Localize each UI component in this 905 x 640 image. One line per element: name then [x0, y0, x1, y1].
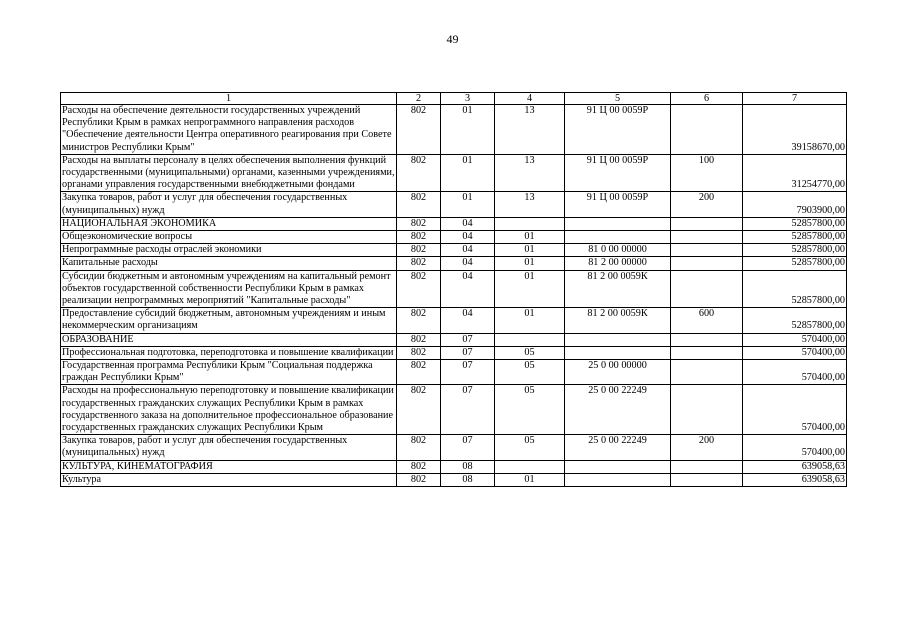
header-cell-4: 4 — [495, 93, 565, 105]
header-row — [61, 93, 847, 105]
item-code-2: 802 — [397, 460, 441, 473]
item-code-2: 802 — [397, 217, 441, 230]
table-row — [61, 333, 847, 346]
item-amount: 570400,00 — [743, 385, 847, 435]
item-code-4: 01 — [495, 308, 565, 333]
item-code-5 — [565, 346, 671, 359]
table-row — [61, 192, 847, 217]
item-code-6 — [671, 105, 743, 155]
item-amount: 570400,00 — [743, 435, 847, 460]
item-amount: 52857800,00 — [743, 217, 847, 230]
item-amount: 7903900,00 — [743, 192, 847, 217]
item-code-4 — [495, 217, 565, 230]
item-code-5: 81 2 00 00000 — [565, 257, 671, 270]
table-row — [61, 154, 847, 192]
item-code-4: 01 — [495, 244, 565, 257]
item-code-4: 05 — [495, 346, 565, 359]
item-code-4: 05 — [495, 385, 565, 435]
item-code-5: 25 0 00 22249 — [565, 435, 671, 460]
item-code-3: 04 — [441, 231, 495, 244]
item-code-3: 08 — [441, 460, 495, 473]
item-code-4 — [495, 460, 565, 473]
item-code-4: 01 — [495, 473, 565, 486]
table-row — [61, 217, 847, 230]
item-code-6: 600 — [671, 308, 743, 333]
item-code-2: 802 — [397, 333, 441, 346]
item-amount: 570400,00 — [743, 360, 847, 385]
table-row — [61, 105, 847, 155]
table-row — [61, 270, 847, 308]
item-amount: 52857800,00 — [743, 231, 847, 244]
item-code-2: 802 — [397, 105, 441, 155]
item-amount: 52857800,00 — [743, 257, 847, 270]
item-code-3: 04 — [441, 257, 495, 270]
table-row — [61, 385, 847, 435]
item-name: Субсидии бюджетным и автономным учреждениям на капитальный ремонт объектов государственной собственности Республики Крым в рамках реализации непрограммных мероприятий "Капитальные расходы" — [61, 270, 397, 308]
item-code-5 — [565, 473, 671, 486]
item-code-6: 200 — [671, 435, 743, 460]
item-code-6 — [671, 333, 743, 346]
item-code-5: 25 0 00 22249 — [565, 385, 671, 435]
item-code-5: 91 Ц 00 0059Р — [565, 154, 671, 192]
item-code-3: 04 — [441, 217, 495, 230]
item-code-2: 802 — [397, 473, 441, 486]
item-code-2: 802 — [397, 270, 441, 308]
item-code-4: 13 — [495, 105, 565, 155]
page-number: 49 — [446, 32, 459, 46]
table-row — [61, 231, 847, 244]
item-name: Культура — [61, 473, 397, 486]
item-name: Расходы на выплаты персоналу в целях обеспечения выполнения функций государственными (муниципальными) органами, казенными учреждениями, органами управления государственными внебюджетными фондами — [62, 154, 395, 191]
header-cell-2: 2 — [397, 93, 441, 105]
item-code-5: 91 Ц 00 0059Р — [565, 105, 671, 155]
header-cell-6: 6 — [671, 93, 743, 105]
item-code-4: 05 — [495, 360, 565, 385]
item-amount: 639058,63 — [743, 473, 847, 486]
item-code-6 — [671, 460, 743, 473]
item-code-3: 07 — [441, 435, 495, 460]
item-code-6: 200 — [671, 192, 743, 217]
item-code-6 — [671, 217, 743, 230]
item-amount: 570400,00 — [743, 346, 847, 359]
item-code-2: 802 — [397, 385, 441, 435]
item-code-3: 01 — [441, 154, 495, 192]
item-code-2: 802 — [397, 192, 441, 217]
table-row — [61, 346, 847, 359]
item-code-2: 802 — [397, 244, 441, 257]
item-code-5: 81 0 00 00000 — [565, 244, 671, 257]
item-code-3: 07 — [441, 346, 495, 359]
item-code-3: 01 — [441, 105, 495, 155]
item-code-4: 13 — [495, 192, 565, 217]
item-code-6 — [671, 473, 743, 486]
item-amount: 570400,00 — [743, 333, 847, 346]
item-code-5: 25 0 00 00000 — [565, 360, 671, 385]
table-row — [61, 435, 847, 460]
item-name: Непрограммные расходы отраслей экономики — [61, 244, 397, 257]
item-code-3: 07 — [441, 333, 495, 346]
item-name: Предоставление субсидий бюджетным, автономным учреждениям и иным некоммерческим организациям — [61, 308, 397, 333]
item-name: Капитальные расходы — [61, 257, 397, 270]
item-name: Профессиональная подготовка, переподготовка и повышение квалификации — [61, 346, 397, 359]
item-code-4: 13 — [495, 154, 565, 192]
item-code-3: 04 — [441, 244, 495, 257]
item-code-5 — [565, 231, 671, 244]
header-cell-1: 1 — [61, 93, 397, 105]
item-name: НАЦИОНАЛЬНАЯ ЭКОНОМИКА — [61, 217, 397, 230]
item-code-3: 08 — [441, 473, 495, 486]
header-cell-7: 7 — [743, 93, 847, 105]
item-code-2: 802 — [397, 435, 441, 460]
header-cell-3: 3 — [441, 93, 495, 105]
item-code-5: 91 Ц 00 0059Р — [565, 192, 671, 217]
item-code-6 — [671, 244, 743, 257]
item-code-5: 81 2 00 0059К — [565, 270, 671, 308]
item-code-2: 802 — [397, 308, 441, 333]
table-row — [61, 257, 847, 270]
header-cell-5: 5 — [565, 93, 671, 105]
item-code-2: 802 — [397, 231, 441, 244]
item-code-5: 81 2 00 0059К — [565, 308, 671, 333]
item-code-5 — [565, 460, 671, 473]
item-code-2: 802 — [397, 360, 441, 385]
item-amount: 52857800,00 — [743, 244, 847, 257]
item-code-6 — [671, 346, 743, 359]
item-name: Государственная программа Республики Крым "Социальная поддержка граждан Республики Крым" — [61, 360, 397, 385]
item-name: Закупка товаров, работ и услуг для обеспечения государственных (муниципальных) нужд — [61, 192, 397, 217]
item-code-5 — [565, 333, 671, 346]
item-code-4: 01 — [495, 270, 565, 308]
item-name: Расходы на профессиональную переподготовку и повышение квалификации государственных гражданских служащих Республики Крым в рамках государственного заказа на дополнительное профессиональное образование государственных гражданских служащих Республики Крым — [61, 385, 397, 435]
item-code-4: 05 — [495, 435, 565, 460]
item-code-4: 01 — [495, 231, 565, 244]
item-code-6 — [671, 231, 743, 244]
item-code-3: 04 — [441, 308, 495, 333]
item-code-6: 100 — [671, 154, 743, 192]
item-code-4: 01 — [495, 257, 565, 270]
budget-table — [60, 92, 847, 487]
table-row — [61, 360, 847, 385]
table-row — [61, 460, 847, 473]
item-code-3: 07 — [441, 360, 495, 385]
item-code-3: 01 — [441, 192, 495, 217]
item-code-3: 04 — [441, 270, 495, 308]
item-amount: 31254770,00 — [743, 154, 847, 192]
table-row — [61, 244, 847, 257]
item-amount: 639058,63 — [743, 460, 847, 473]
item-name: Расходы на обеспечение деятельности государственных учреждений Республики Крым в рамках непрограммного направления расходов "Обеспечение деятельности Центра оперативного реагирования при Совете министров Республики Крым" — [61, 105, 397, 155]
table-row — [61, 473, 847, 486]
item-amount: 52857800,00 — [743, 308, 847, 333]
item-code-5 — [565, 217, 671, 230]
item-name: Закупка товаров, работ и услуг для обеспечения государственных (муниципальных) нужд — [61, 435, 397, 460]
item-code-6 — [671, 270, 743, 308]
item-code-3: 07 — [441, 385, 495, 435]
item-code-2: 802 — [397, 257, 441, 270]
item-code-2: 802 — [397, 346, 441, 359]
item-name: ОБРАЗОВАНИЕ — [61, 333, 397, 346]
item-amount: 39158670,00 — [743, 105, 847, 155]
item-code-6 — [671, 385, 743, 435]
item-code-6 — [671, 257, 743, 270]
item-code-4 — [495, 333, 565, 346]
table-row — [61, 308, 847, 333]
item-name: Общеэкономические вопросы — [61, 231, 397, 244]
item-code-6 — [671, 360, 743, 385]
item-name: КУЛЬТУРА, КИНЕМАТОГРАФИЯ — [61, 460, 397, 473]
item-amount: 52857800,00 — [743, 270, 847, 308]
item-code-2: 802 — [397, 154, 441, 192]
